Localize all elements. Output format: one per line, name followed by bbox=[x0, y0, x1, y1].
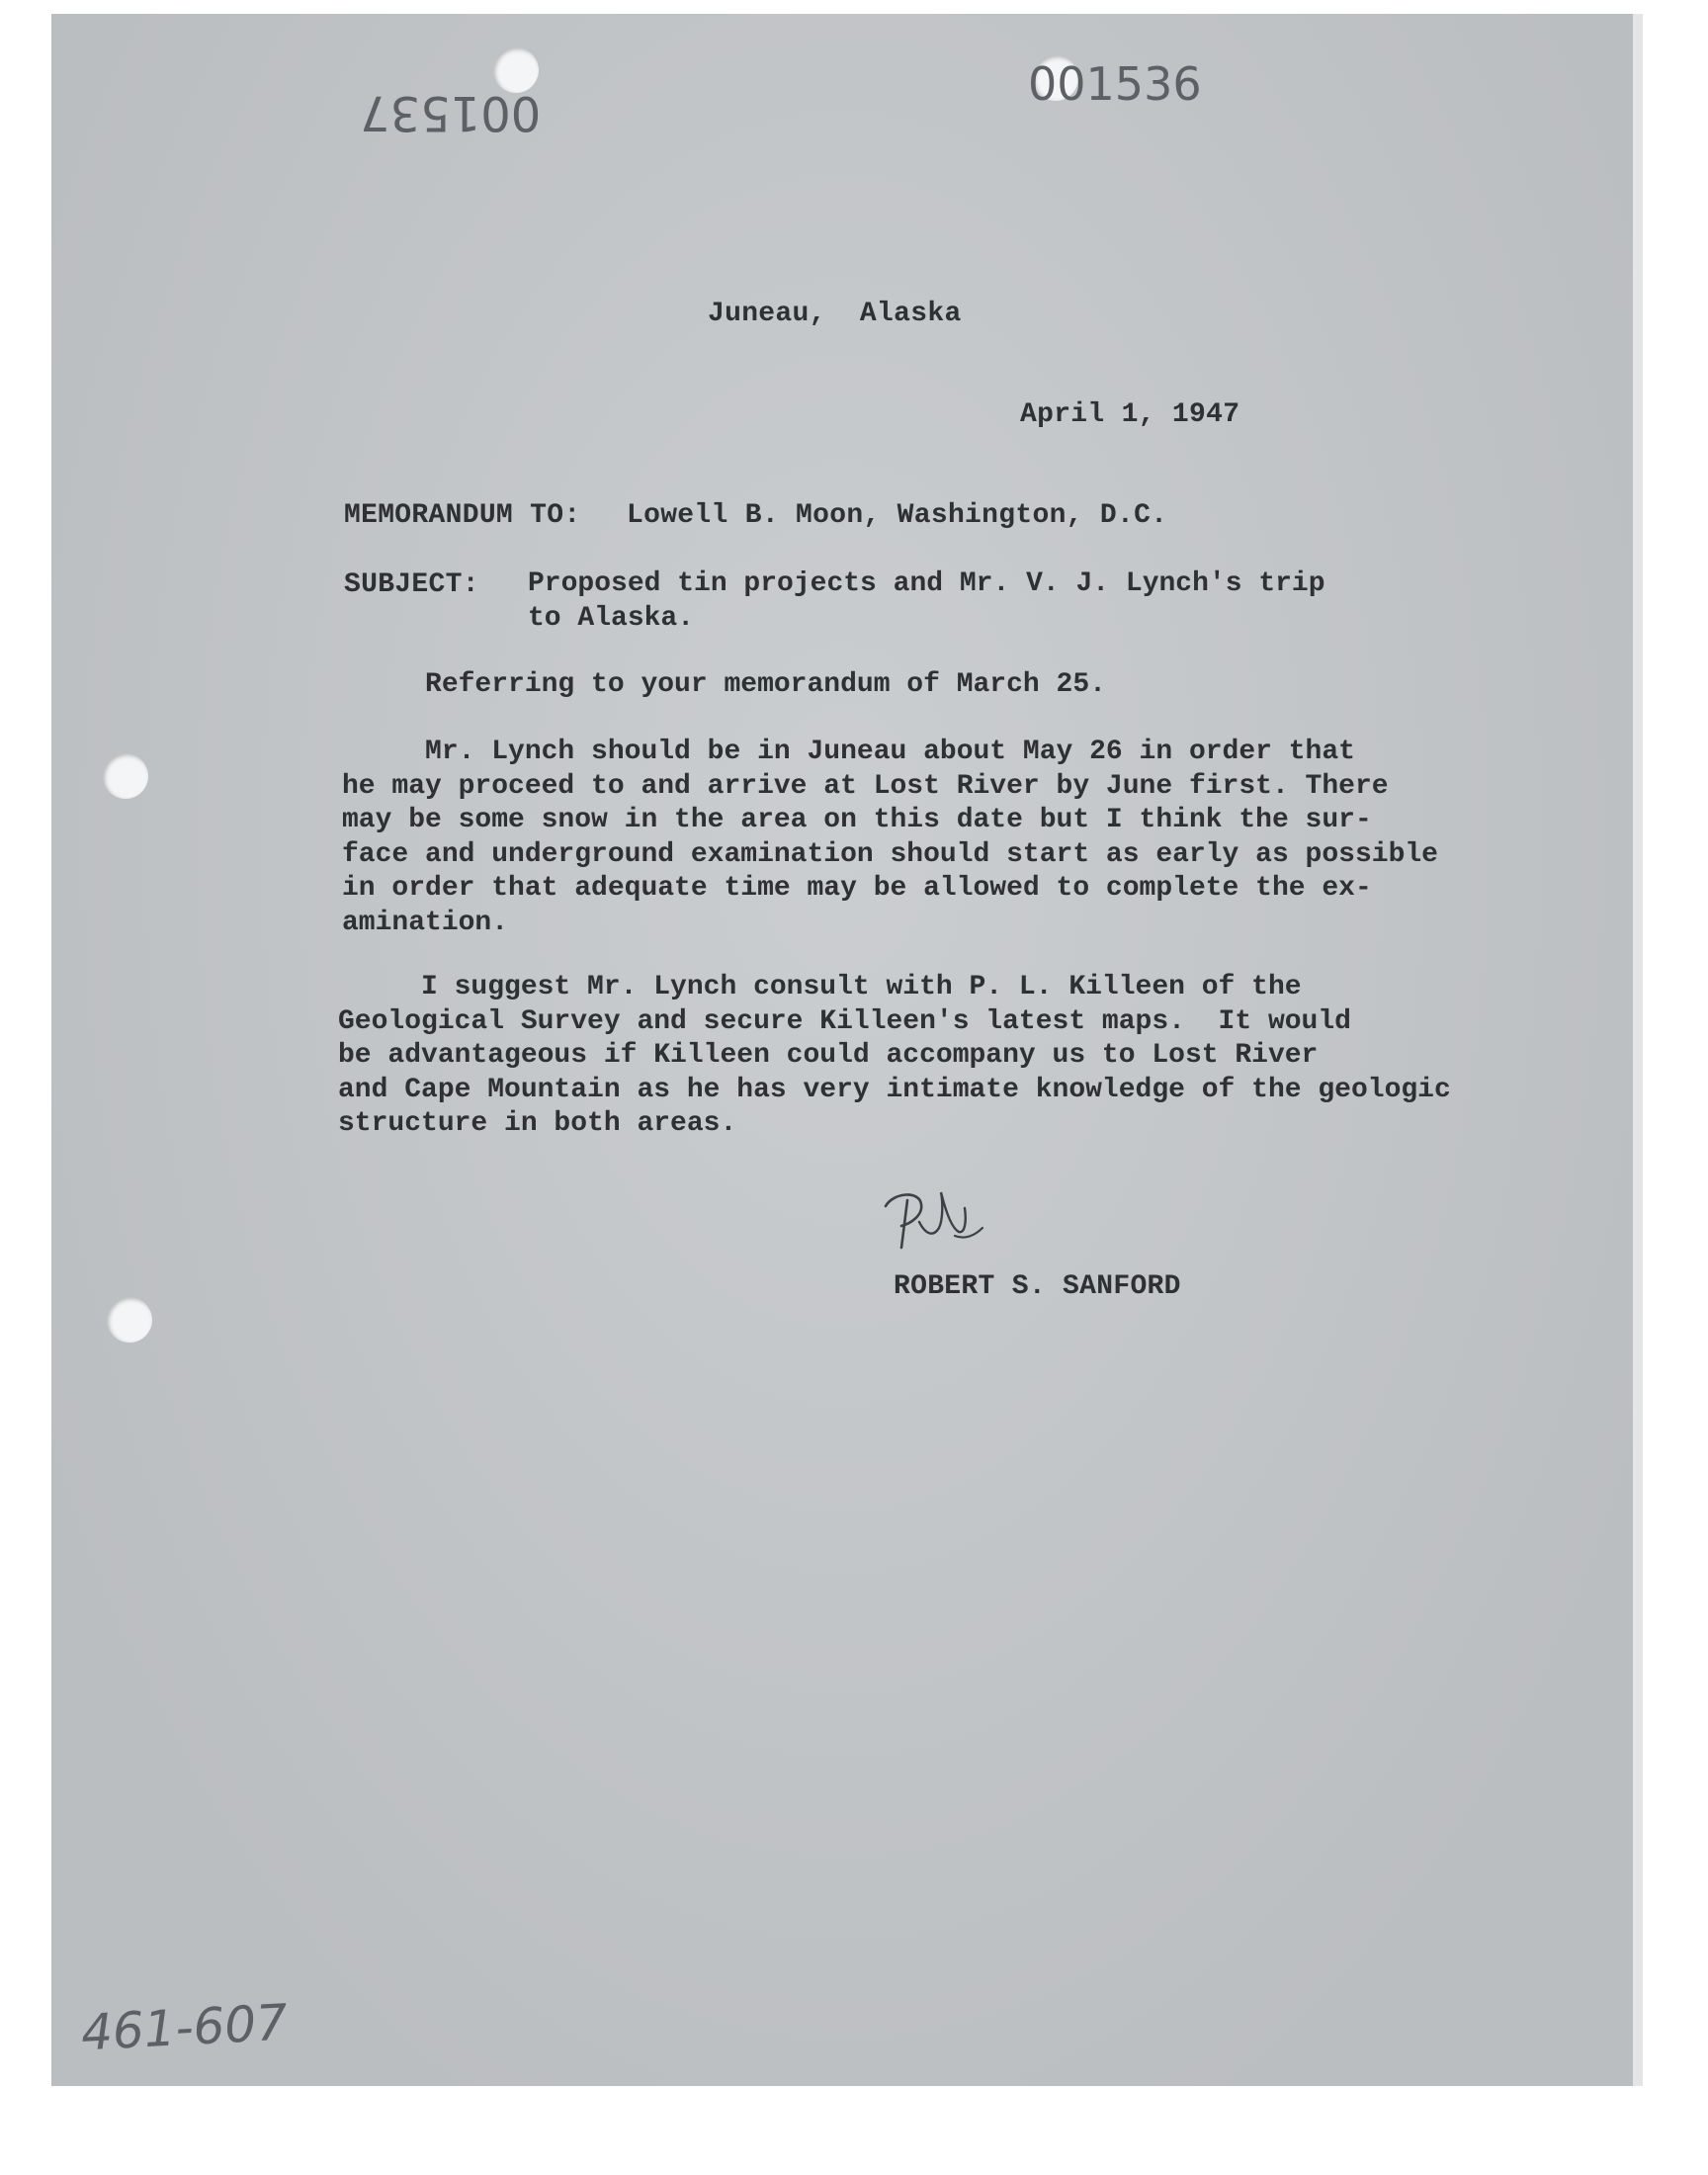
memo-to-label: MEMORANDUM TO: bbox=[344, 500, 581, 531]
page-edge bbox=[1633, 14, 1643, 2086]
memo-date: April 1, 1947 bbox=[1020, 399, 1240, 430]
paragraph-3 bbox=[338, 971, 1451, 1142]
paragraph-1 bbox=[342, 668, 1106, 703]
subject-line: Proposed tin projects and Mr. V. J. Lynch's trip bbox=[528, 568, 1325, 599]
file-number: 461-607 bbox=[79, 1993, 290, 2062]
paragraph-line: in order that adequate time may be allowed to complete the ex- bbox=[342, 873, 1372, 904]
paragraph-line: he may proceed to and arrive at Lost River by June first. There bbox=[342, 770, 1389, 802]
place-heading: Juneau, Alaska bbox=[708, 299, 962, 329]
paragraph-line: face and underground examination should start as early as possible bbox=[342, 838, 1438, 870]
paragraph-line: and Cape Mountain as he has very intimate knowledge of the geologic bbox=[338, 1074, 1451, 1105]
signatory-name: ROBERT S. SANFORD bbox=[894, 1271, 1181, 1302]
memo-to-value: Lowell B. Moon, Washington, D.C. bbox=[627, 500, 1168, 531]
subject-label: SUBJECT: bbox=[344, 569, 479, 600]
subject-line: to Alaska. bbox=[528, 602, 695, 634]
paragraph-line: amination. bbox=[342, 907, 509, 938]
paragraph-line: Mr. Lynch should be in Juneau about May 26 in order that bbox=[342, 737, 1355, 767]
paragraph-line: be advantageous if Killeen could accompany us to Lost River bbox=[338, 1040, 1319, 1071]
stamp-number-right: 001536 bbox=[1028, 57, 1202, 111]
paragraph-line: may be some snow in the area on this date but I think the sur- bbox=[342, 805, 1372, 835]
stamp-number-left: 001537 bbox=[360, 85, 542, 140]
punch-hole bbox=[107, 1297, 152, 1343]
paragraph-line: structure in both areas. bbox=[338, 1108, 737, 1139]
paragraph-2 bbox=[342, 736, 1438, 940]
punch-hole bbox=[103, 753, 148, 799]
paragraph-line: Referring to your memorandum of March 25. bbox=[342, 669, 1106, 700]
handwritten-initials bbox=[880, 1182, 994, 1262]
paragraph-line: I suggest Mr. Lynch consult with P. L. Killeen of the bbox=[338, 972, 1302, 1002]
subject-text bbox=[528, 567, 1325, 636]
paragraph-line: Geological Survey and secure Killeen's latest maps. It would bbox=[338, 1005, 1351, 1037]
